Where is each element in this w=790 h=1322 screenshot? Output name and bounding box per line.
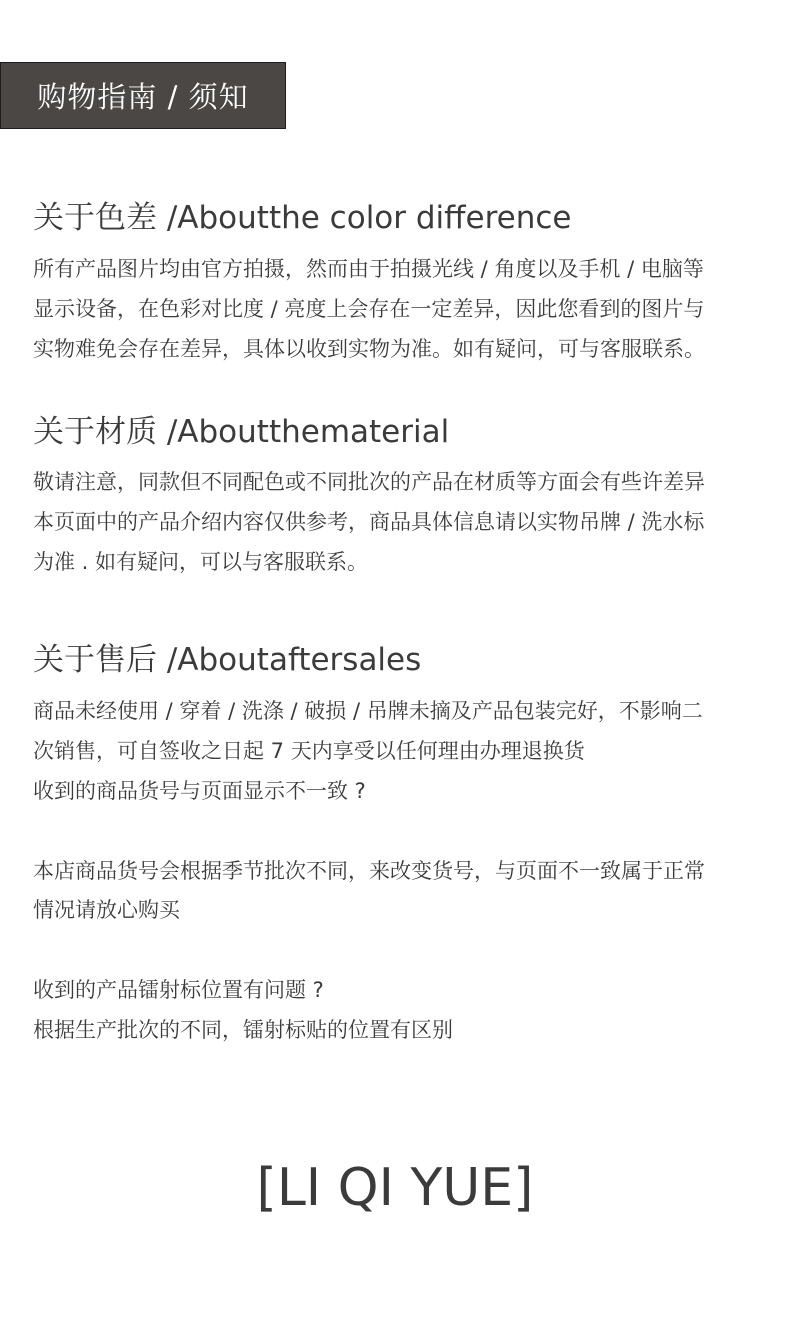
after-sales-line-5: 情况请放心购买	[33, 898, 180, 922]
color-difference-heading: 关于色差 /Aboutthe color difference	[33, 200, 572, 236]
material-line-2: 本页面中的产品介绍内容仅供参考，商品具体信息请以实物吊牌 / 洗水标	[33, 510, 705, 534]
after-sales-line-6: 收到的产品镭射标位置有问题 ?	[33, 978, 324, 1002]
material-line-3: 为准 . 如有疑问，可以与客服联系。	[33, 550, 369, 574]
after-sales-line-3: 收到的商品货号与页面显示不一致 ?	[33, 779, 366, 803]
brand-name: [LI QI YUE]	[256, 1158, 534, 1218]
color-difference-line-1: 所有产品图片均由官方拍摄，然而由于拍摄光线 / 角度以及手机 / 电脑等	[33, 257, 704, 281]
guide-header-banner	[0, 62, 286, 129]
color-difference-line-3: 实物难免会存在差异，具体以收到实物为准。如有疑问，可与客服联系。	[33, 337, 705, 361]
after-sales-heading: 关于售后 /Aboutaftersales	[33, 642, 422, 678]
after-sales-line-2: 次销售，可自签收之日起 7 天内享受以任何理由办理退换货	[33, 739, 585, 763]
guide-header-title: 购物指南 / 须知	[37, 80, 249, 114]
material-heading: 关于材质 /Aboutthematerial	[33, 414, 450, 450]
color-difference-line-2: 显示设备，在色彩对比度 / 亮度上会存在一定差异，因此您看到的图片与	[33, 297, 705, 321]
after-sales-line-1: 商品未经使用 / 穿着 / 洗涤 / 破损 / 吊牌未摘及产品包装完好，不影响二	[33, 699, 703, 723]
material-line-1: 敬请注意，同款但不同配色或不同批次的产品在材质等方面会有些许差异	[33, 470, 705, 494]
after-sales-line-7: 根据生产批次的不同，镭射标贴的位置有区别	[33, 1018, 453, 1042]
after-sales-line-4: 本店商品货号会根据季节批次不同，来改变货号，与页面不一致属于正常	[33, 859, 705, 883]
